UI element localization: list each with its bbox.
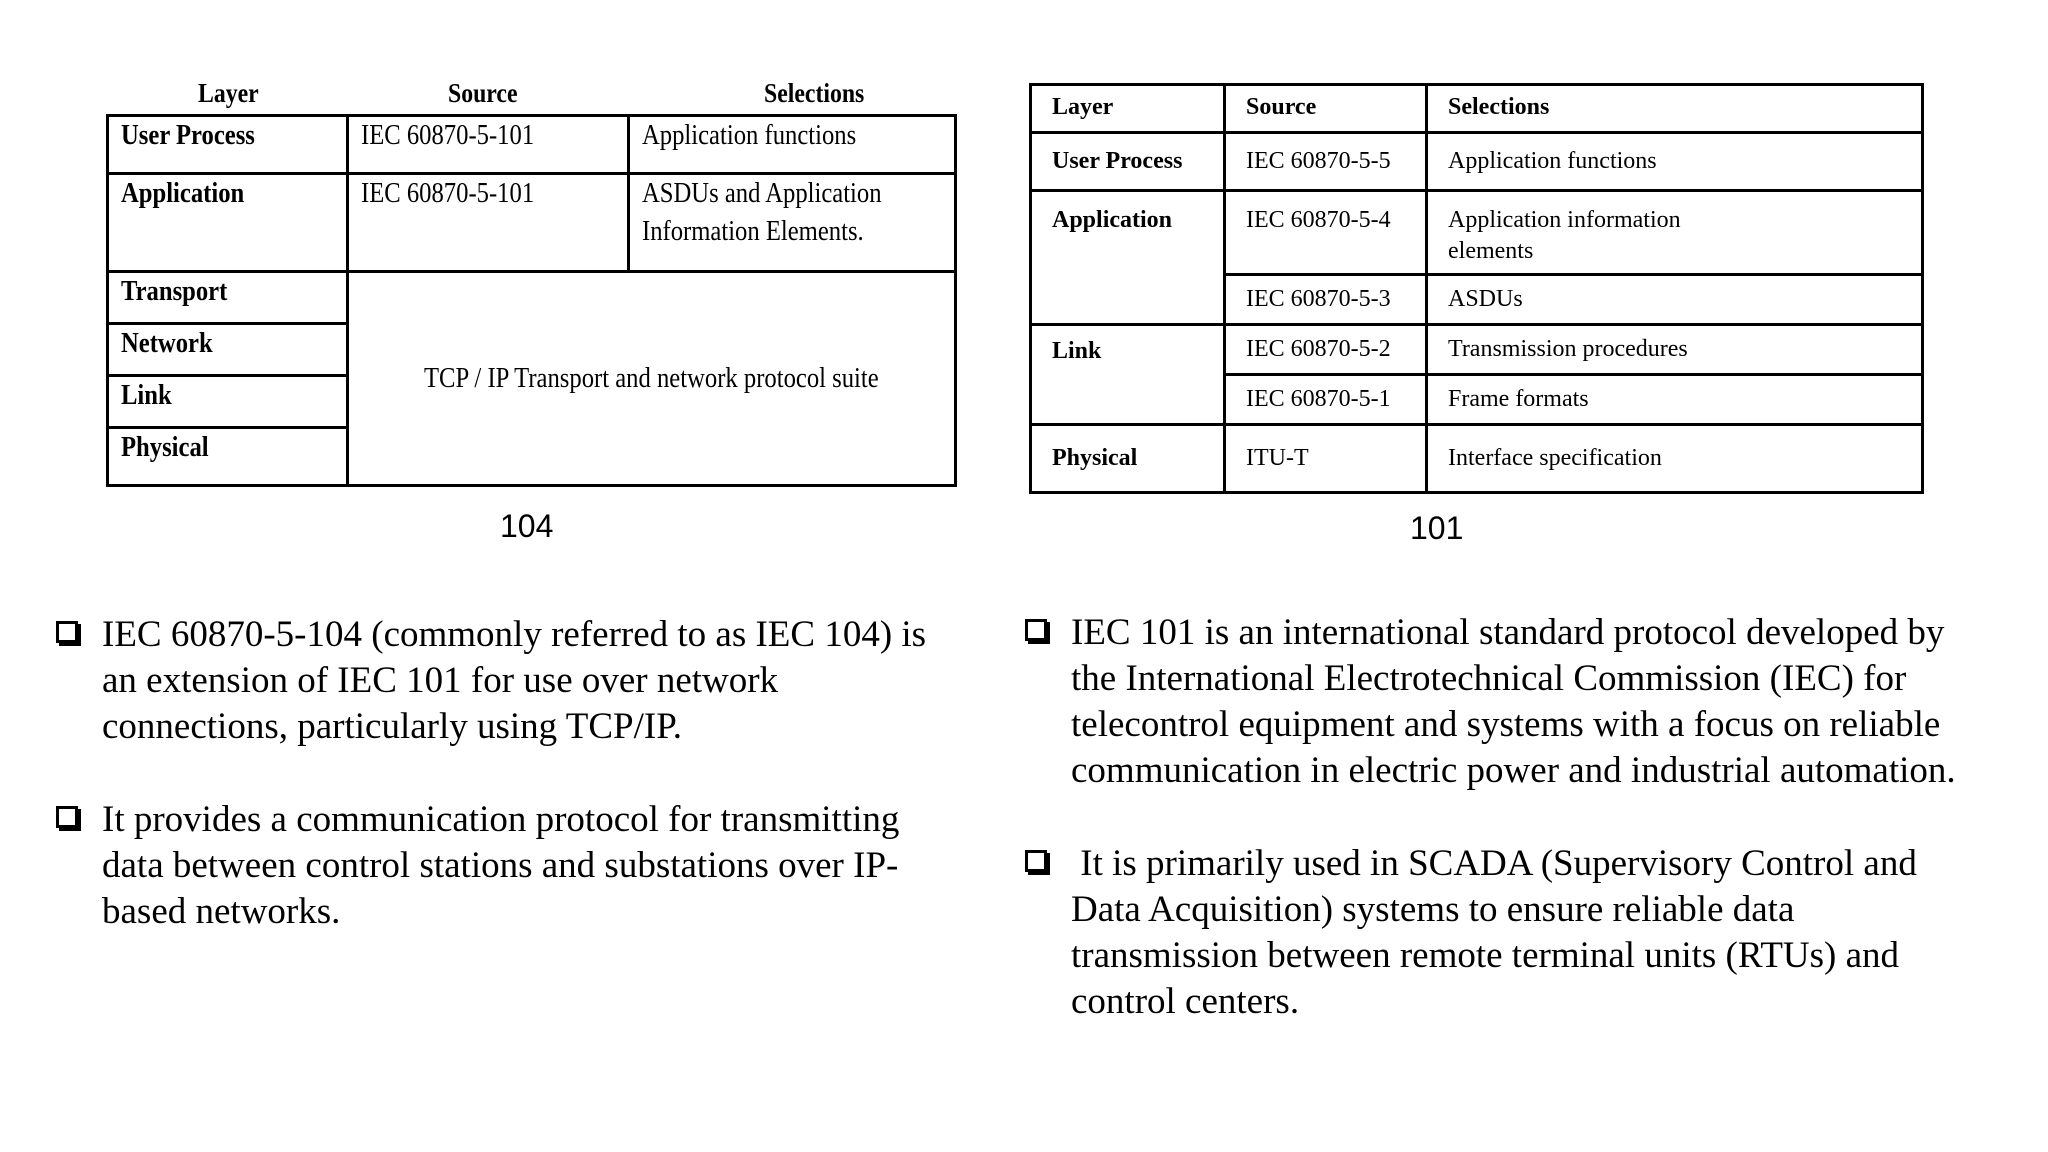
selection-cell: Interface specification xyxy=(1427,425,1923,493)
layer-cell: User Process xyxy=(1031,133,1225,191)
header-layer: Layer xyxy=(198,78,259,108)
source-cell: IEC 60870-5-101 xyxy=(348,174,629,272)
caption-101: 101 xyxy=(1410,510,1464,546)
checkbox-bullet-icon xyxy=(56,621,78,643)
list-item: It is primarily used in SCADA (Supervisory Control and Data Acquisition) systems to ensure reliable data transmission between remote terminal units (RTUs) and control centers. xyxy=(1025,841,2035,1025)
selection-cell: Application functions xyxy=(629,116,956,174)
list-item: IEC 60870-5-104 (commonly referred to as IEC 104) is an extension of IEC 101 for use over network connections, particularly using TCP/IP. xyxy=(56,612,996,750)
caption-104: 104 xyxy=(500,508,554,544)
selection-cell: Frame formats xyxy=(1427,375,1923,425)
table-row xyxy=(108,116,956,174)
table-row xyxy=(1031,425,1923,493)
table-row xyxy=(108,272,956,324)
selection-cell: ASDUs xyxy=(1427,275,1923,325)
header-source: Source xyxy=(448,78,518,108)
layer-cell: Transport xyxy=(108,272,348,324)
source-cell: IEC 60870-5-4 xyxy=(1225,191,1427,275)
list-item: IEC 101 is an international standard protocol developed by the International Electrotechnical Commission (IEC) for telecontrol equipment and systems with a focus on reliable communication in electric power and industrial automation. xyxy=(1025,610,2035,794)
header-selections: Selections xyxy=(1427,85,1923,133)
checkbox-bullet-icon xyxy=(1025,850,1047,872)
left-bullet-list xyxy=(56,612,996,935)
layer-cell: Network xyxy=(108,324,348,376)
table-row xyxy=(108,174,956,272)
header-selections: Selections xyxy=(764,78,865,108)
layer-cell: Application xyxy=(108,174,348,272)
header-source: Source xyxy=(1225,85,1427,133)
iec104-table-header xyxy=(106,74,954,114)
selection-cell: Transmission procedures xyxy=(1427,325,1923,375)
source-cell: IEC 60870-5-1 xyxy=(1225,375,1427,425)
layer-cell: Application xyxy=(1031,191,1225,325)
iec104-table xyxy=(106,74,954,487)
source-cell: IEC 60870-5-101 xyxy=(348,116,629,174)
source-cell: IEC 60870-5-3 xyxy=(1225,275,1427,325)
selection-cell: ASDUs and Application Information Elements. xyxy=(629,174,956,272)
selection-cell: Application functions xyxy=(1427,133,1923,191)
iec101-table xyxy=(1029,83,1921,494)
header-layer: Layer xyxy=(1031,85,1225,133)
right-bullet-list xyxy=(1025,610,2035,1025)
layer-cell: Link xyxy=(1031,325,1225,425)
layer-cell: User Process xyxy=(108,116,348,174)
selection-cell: Application information elements xyxy=(1427,191,1923,275)
layer-cell: Link xyxy=(108,376,348,428)
table-row xyxy=(1031,191,1923,275)
source-cell: IEC 60870-5-5 xyxy=(1225,133,1427,191)
list-item: It provides a communication protocol for transmitting data between control stations and substations over IP- based networks. xyxy=(56,797,996,935)
table-row xyxy=(1031,325,1923,375)
layer-cell: Physical xyxy=(1031,425,1225,493)
source-cell: IEC 60870-5-2 xyxy=(1225,325,1427,375)
checkbox-bullet-icon xyxy=(1025,619,1047,641)
tcp-ip-merged-cell: TCP / IP Transport and network protocol suite xyxy=(348,272,956,486)
table-header-row xyxy=(1031,85,1923,133)
layer-cell: Physical xyxy=(108,428,348,486)
source-cell: ITU-T xyxy=(1225,425,1427,493)
checkbox-bullet-icon xyxy=(56,806,78,828)
table-row xyxy=(1031,133,1923,191)
